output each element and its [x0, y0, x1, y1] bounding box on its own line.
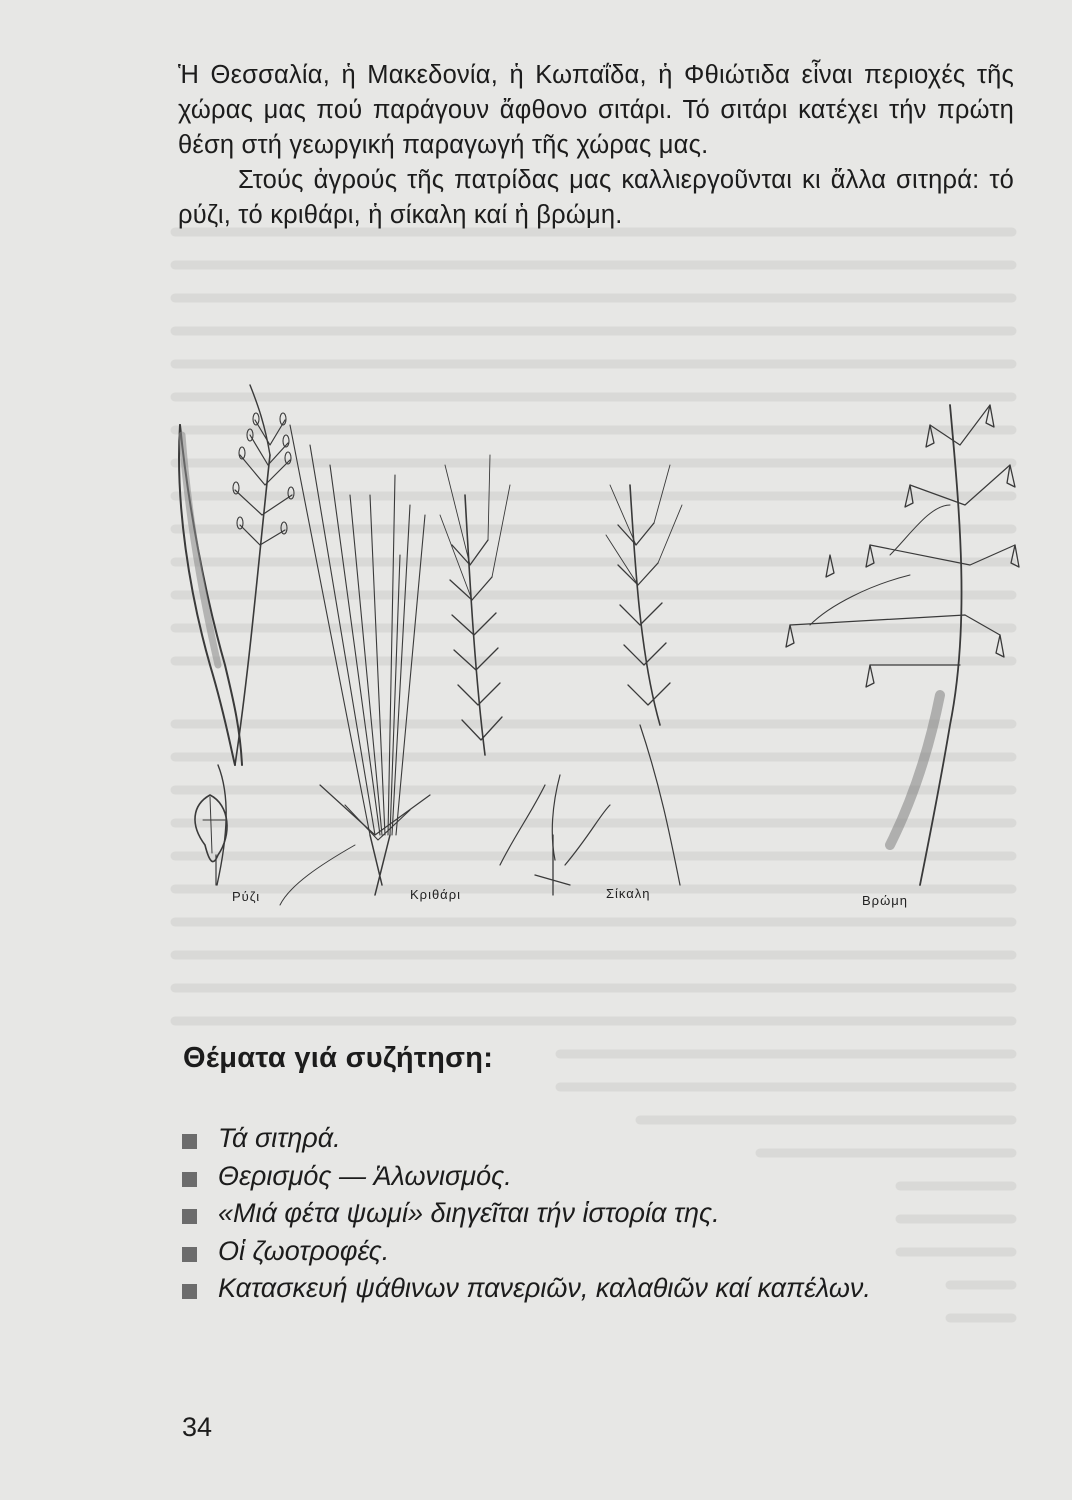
- cereal-plants-illustration: [170, 365, 1030, 925]
- rice-caption: Ρύζι: [232, 889, 261, 904]
- oat-caption: Βρώμη: [862, 893, 908, 908]
- discussion-topics-heading: Θέματα γιά συζήτηση:: [183, 1042, 494, 1074]
- list-item: [182, 1270, 871, 1308]
- discussion-topics-list: [182, 1120, 871, 1308]
- list-item: [182, 1195, 871, 1233]
- square-bullet-icon: [182, 1284, 197, 1299]
- topic-text: Οἱ ζωοτροφές.: [218, 1235, 390, 1266]
- list-item: [182, 1158, 871, 1196]
- square-bullet-icon: [182, 1209, 197, 1224]
- barley-caption: Κριθάρι: [410, 887, 461, 902]
- square-bullet-icon: [182, 1247, 197, 1262]
- rye-plant-drawing: [440, 455, 682, 895]
- intro-paragraph-1: Ἡ Θεσσαλία, ἡ Μακεδονία, ἡ Κωπαΐδα, ἡ Φθιώτιδα εἶναι περιοχές τῆς χώρας μας πού παράγουν ἄφθονο σιτάρι. Τό σιτάρι κατέχει τήν πρώτη θέση στή γεωργική παραγωγή τῆς χώρας μας.: [178, 61, 1014, 159]
- topic-text: Τά σιτηρά.: [218, 1123, 341, 1153]
- rice-plant-drawing: [179, 385, 294, 885]
- list-item: [182, 1120, 871, 1158]
- rye-caption: Σίκαλη: [606, 886, 651, 901]
- intro-paragraph-2: Στούς ἀγρούς τῆς πατρίδας μας καλλιεργοῦνται κι ἄλλα σιτηρά: τό ρύζι, τό κριθάρι, ἡ σίκαλη καί ἡ βρώμη.: [178, 166, 1014, 229]
- page-number: 34: [182, 1412, 213, 1442]
- barley-plant-drawing: [280, 425, 430, 905]
- intro-text: [178, 58, 1014, 233]
- list-item: [182, 1233, 871, 1271]
- topic-text: Κατασκευή ψάθινων πανεριῶν, καλαθιῶν καί καπέλων.: [218, 1273, 871, 1303]
- square-bullet-icon: [182, 1172, 197, 1187]
- oat-plant-drawing: [786, 405, 1019, 885]
- square-bullet-icon: [182, 1134, 197, 1149]
- topic-text: Θερισμός — Ἁλωνισμός.: [218, 1160, 512, 1191]
- topic-text: «Μιά φέτα ψωμί» διηγεῖται τήν ἱστορία της.: [218, 1198, 720, 1228]
